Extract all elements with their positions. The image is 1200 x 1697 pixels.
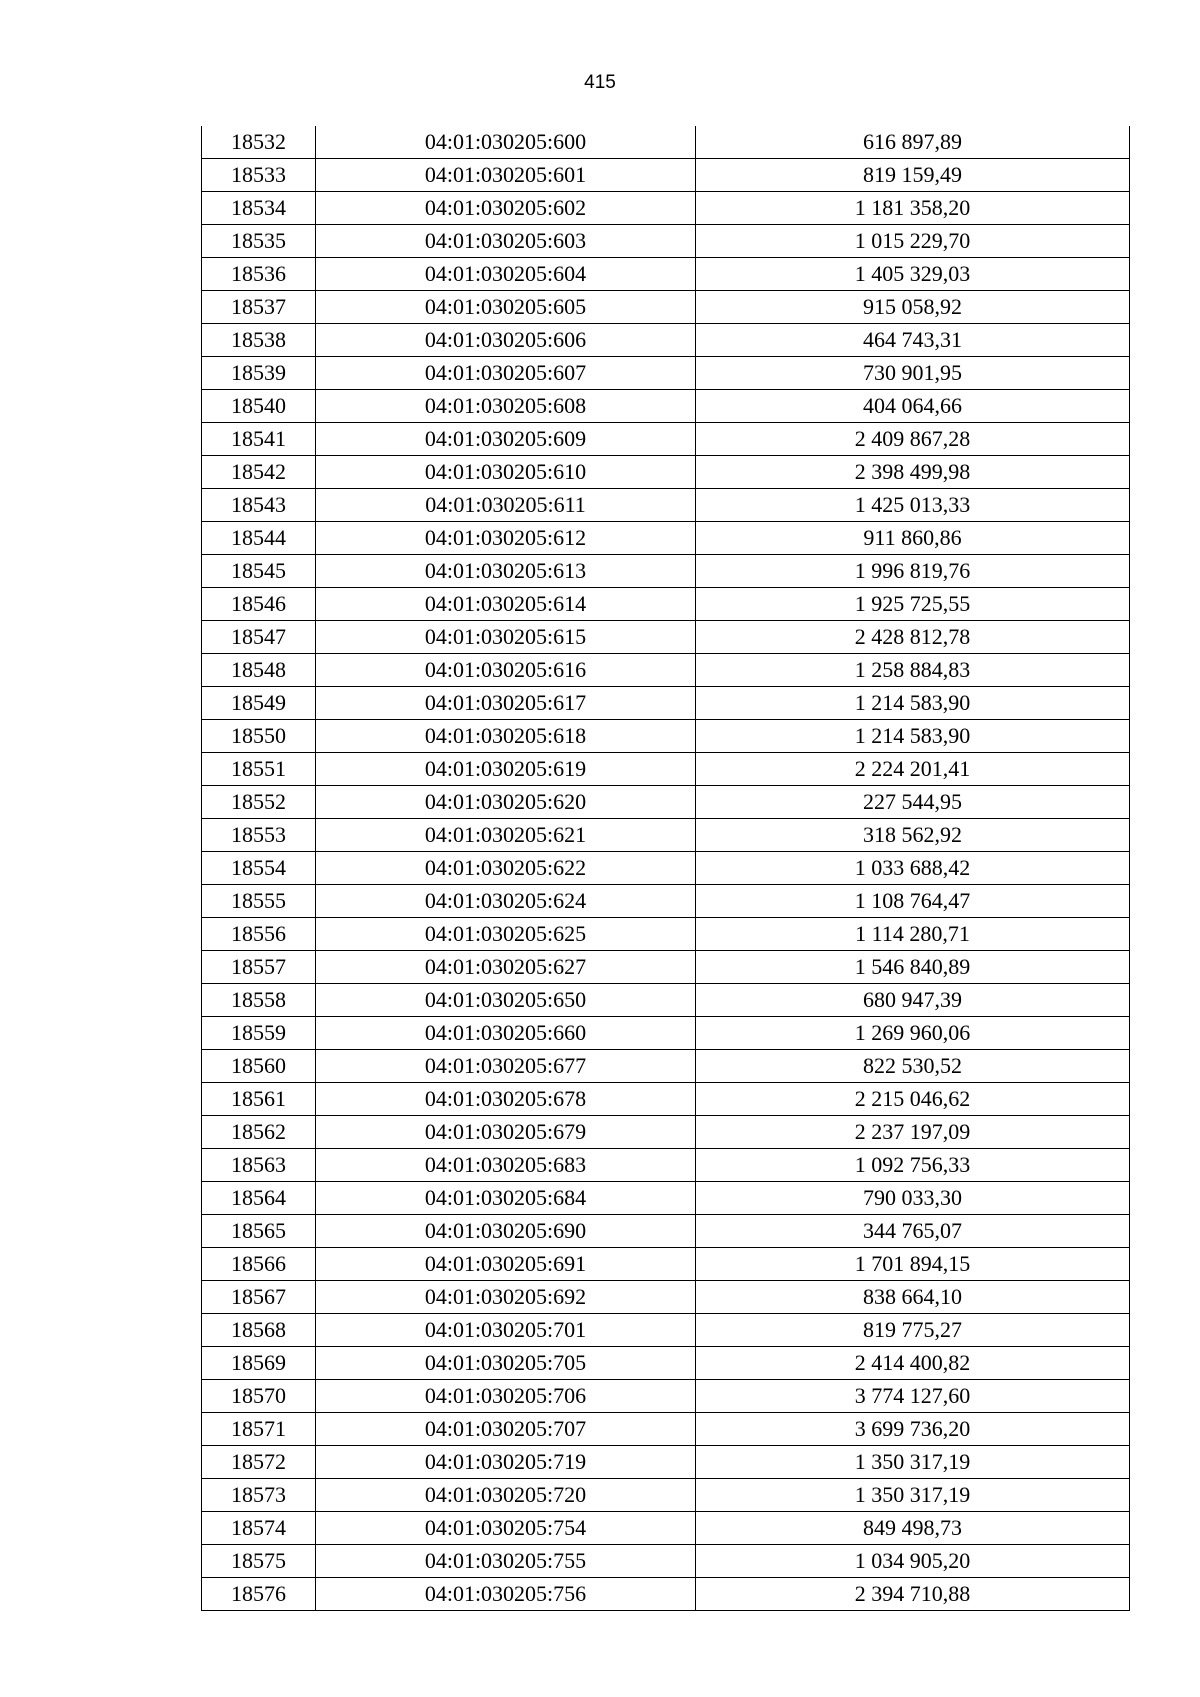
table-row — [202, 720, 1130, 753]
cadastral-number-cell: 04:01:030205:679 — [316, 1116, 696, 1149]
cadastral-number-cell: 04:01:030205:625 — [316, 918, 696, 951]
cadastral-number-cell: 04:01:030205:678 — [316, 1083, 696, 1116]
table-row — [202, 291, 1130, 324]
table-row — [202, 984, 1130, 1017]
cadastral-number-cell: 04:01:030205:613 — [316, 555, 696, 588]
table-row — [202, 192, 1130, 225]
row-number-cell: 18557 — [202, 951, 316, 984]
row-number-cell: 18542 — [202, 456, 316, 489]
cadastral-number-cell: 04:01:030205:706 — [316, 1380, 696, 1413]
cadastral-value-cell: 1 114 280,71 — [696, 918, 1130, 951]
cadastral-value-cell: 1 350 317,19 — [696, 1446, 1130, 1479]
cadastral-value-cell: 318 562,92 — [696, 819, 1130, 852]
cadastral-number-cell: 04:01:030205:684 — [316, 1182, 696, 1215]
cadastral-number-cell: 04:01:030205:650 — [316, 984, 696, 1017]
row-number-cell: 18537 — [202, 291, 316, 324]
row-number-cell: 18568 — [202, 1314, 316, 1347]
cadastral-number-cell: 04:01:030205:609 — [316, 423, 696, 456]
cadastral-number-cell: 04:01:030205:619 — [316, 753, 696, 786]
cadastral-value-cell: 3 774 127,60 — [696, 1380, 1130, 1413]
cadastral-number-cell: 04:01:030205:612 — [316, 522, 696, 555]
row-number-cell: 18543 — [202, 489, 316, 522]
cadastral-number-cell: 04:01:030205:701 — [316, 1314, 696, 1347]
row-number-cell: 18539 — [202, 357, 316, 390]
cadastral-value-cell: 790 033,30 — [696, 1182, 1130, 1215]
row-number-cell: 18547 — [202, 621, 316, 654]
table-row — [202, 1413, 1130, 1446]
row-number-cell: 18556 — [202, 918, 316, 951]
table-row — [202, 456, 1130, 489]
cadastral-value-cell: 1 405 329,03 — [696, 258, 1130, 291]
row-number-cell: 18551 — [202, 753, 316, 786]
cadastral-value-cell: 1 214 583,90 — [696, 687, 1130, 720]
cadastral-value-cell: 2 215 046,62 — [696, 1083, 1130, 1116]
table-row — [202, 324, 1130, 357]
table-row — [202, 1380, 1130, 1413]
cadastral-value-cell: 1 258 884,83 — [696, 654, 1130, 687]
cadastral-value-cell: 1 546 840,89 — [696, 951, 1130, 984]
cadastral-number-cell: 04:01:030205:755 — [316, 1545, 696, 1578]
cadastral-value-cell: 1 925 725,55 — [696, 588, 1130, 621]
cadastral-number-cell: 04:01:030205:690 — [316, 1215, 696, 1248]
cadastral-value-cell: 2 428 812,78 — [696, 621, 1130, 654]
row-number-cell: 18553 — [202, 819, 316, 852]
table-row — [202, 258, 1130, 291]
table-row — [202, 1182, 1130, 1215]
table-row — [202, 1116, 1130, 1149]
cadastral-value-cell: 1 214 583,90 — [696, 720, 1130, 753]
table-row — [202, 1578, 1130, 1611]
cadastral-number-cell: 04:01:030205:691 — [316, 1248, 696, 1281]
row-number-cell: 18572 — [202, 1446, 316, 1479]
table-row — [202, 357, 1130, 390]
cadastral-number-cell: 04:01:030205:618 — [316, 720, 696, 753]
table-row — [202, 489, 1130, 522]
table-row — [202, 1314, 1130, 1347]
table-row — [202, 654, 1130, 687]
cadastral-value-cell: 227 544,95 — [696, 786, 1130, 819]
cadastral-value-cell: 849 498,73 — [696, 1512, 1130, 1545]
cadastral-value-cell: 819 159,49 — [696, 159, 1130, 192]
cadastral-value-cell: 1 033 688,42 — [696, 852, 1130, 885]
cadastral-number-cell: 04:01:030205:615 — [316, 621, 696, 654]
row-number-cell: 18535 — [202, 225, 316, 258]
cadastral-value-cell: 838 664,10 — [696, 1281, 1130, 1314]
cadastral-value-cell: 2 224 201,41 — [696, 753, 1130, 786]
cadastral-number-cell: 04:01:030205:707 — [316, 1413, 696, 1446]
cadastral-number-cell: 04:01:030205:616 — [316, 654, 696, 687]
cadastral-value-cell: 1 701 894,15 — [696, 1248, 1130, 1281]
cadastral-value-cell: 2 237 197,09 — [696, 1116, 1130, 1149]
table-row — [202, 753, 1130, 786]
row-number-cell: 18563 — [202, 1149, 316, 1182]
cadastral-number-cell: 04:01:030205:605 — [316, 291, 696, 324]
row-number-cell: 18536 — [202, 258, 316, 291]
row-number-cell: 18552 — [202, 786, 316, 819]
table-row — [202, 1281, 1130, 1314]
cadastral-value-cell: 1 015 229,70 — [696, 225, 1130, 258]
page-number: 415 — [584, 72, 616, 93]
cadastral-number-cell: 04:01:030205:719 — [316, 1446, 696, 1479]
table-row — [202, 1215, 1130, 1248]
cadastral-value-cell: 911 860,86 — [696, 522, 1130, 555]
table-row — [202, 588, 1130, 621]
row-number-cell: 18549 — [202, 687, 316, 720]
cadastral-number-cell: 04:01:030205:621 — [316, 819, 696, 852]
row-number-cell: 18540 — [202, 390, 316, 423]
table-row — [202, 852, 1130, 885]
cadastral-value-cell: 2 398 499,98 — [696, 456, 1130, 489]
table-row — [202, 1083, 1130, 1116]
cadastral-value-cell: 1 034 905,20 — [696, 1545, 1130, 1578]
cadastral-value-cell: 730 901,95 — [696, 357, 1130, 390]
cadastral-number-cell: 04:01:030205:614 — [316, 588, 696, 621]
cadastral-value-cell: 1 269 960,06 — [696, 1017, 1130, 1050]
row-number-cell: 18555 — [202, 885, 316, 918]
table-row — [202, 819, 1130, 852]
cadastral-value-cell: 344 765,07 — [696, 1215, 1130, 1248]
row-number-cell: 18538 — [202, 324, 316, 357]
table-row — [202, 423, 1130, 456]
table-row — [202, 786, 1130, 819]
table-body — [202, 126, 1130, 1611]
table-row — [202, 522, 1130, 555]
table-row — [202, 1347, 1130, 1380]
cadastral-value-cell: 3 699 736,20 — [696, 1413, 1130, 1446]
cadastral-value-cell: 915 058,92 — [696, 291, 1130, 324]
table-row — [202, 555, 1130, 588]
row-number-cell: 18575 — [202, 1545, 316, 1578]
row-number-cell: 18550 — [202, 720, 316, 753]
table-row — [202, 621, 1130, 654]
cadastral-number-cell: 04:01:030205:756 — [316, 1578, 696, 1611]
cadastral-number-cell: 04:01:030205:600 — [316, 126, 696, 159]
cadastral-number-cell: 04:01:030205:677 — [316, 1050, 696, 1083]
cadastral-number-cell: 04:01:030205:607 — [316, 357, 696, 390]
row-number-cell: 18562 — [202, 1116, 316, 1149]
table-row — [202, 225, 1130, 258]
row-number-cell: 18559 — [202, 1017, 316, 1050]
cadastral-number-cell: 04:01:030205:692 — [316, 1281, 696, 1314]
table-row — [202, 159, 1130, 192]
cadastral-value-cell: 2 414 400,82 — [696, 1347, 1130, 1380]
cadastral-number-cell: 04:01:030205:608 — [316, 390, 696, 423]
cadastral-value-cell: 819 775,27 — [696, 1314, 1130, 1347]
table-row — [202, 885, 1130, 918]
cadastral-value-cell: 1 181 358,20 — [696, 192, 1130, 225]
row-number-cell: 18532 — [202, 126, 316, 159]
cadastral-value-cell: 404 064,66 — [696, 390, 1130, 423]
cadastral-number-cell: 04:01:030205:602 — [316, 192, 696, 225]
table-row — [202, 918, 1130, 951]
cadastral-number-cell: 04:01:030205:720 — [316, 1479, 696, 1512]
cadastral-value-cell: 680 947,39 — [696, 984, 1130, 1017]
table-row — [202, 1149, 1130, 1182]
cadastral-number-cell: 04:01:030205:610 — [316, 456, 696, 489]
row-number-cell: 18567 — [202, 1281, 316, 1314]
cadastral-number-cell: 04:01:030205:606 — [316, 324, 696, 357]
row-number-cell: 18564 — [202, 1182, 316, 1215]
row-number-cell: 18573 — [202, 1479, 316, 1512]
cadastral-number-cell: 04:01:030205:627 — [316, 951, 696, 984]
row-number-cell: 18566 — [202, 1248, 316, 1281]
row-number-cell: 18561 — [202, 1083, 316, 1116]
cadastral-number-cell: 04:01:030205:603 — [316, 225, 696, 258]
table-row — [202, 390, 1130, 423]
cadastral-value-cell: 1 092 756,33 — [696, 1149, 1130, 1182]
cadastral-number-cell: 04:01:030205:601 — [316, 159, 696, 192]
cadastral-number-cell: 04:01:030205:604 — [316, 258, 696, 291]
row-number-cell: 18541 — [202, 423, 316, 456]
cadastral-number-cell: 04:01:030205:705 — [316, 1347, 696, 1380]
row-number-cell: 18565 — [202, 1215, 316, 1248]
cadastral-value-cell: 2 394 710,88 — [696, 1578, 1130, 1611]
table-row — [202, 126, 1130, 159]
row-number-cell: 18534 — [202, 192, 316, 225]
cadastral-number-cell: 04:01:030205:620 — [316, 786, 696, 819]
table-row — [202, 1050, 1130, 1083]
cadastral-value-cell: 616 897,89 — [696, 126, 1130, 159]
row-number-cell: 18574 — [202, 1512, 316, 1545]
row-number-cell: 18576 — [202, 1578, 316, 1611]
row-number-cell: 18560 — [202, 1050, 316, 1083]
cadastral-number-cell: 04:01:030205:611 — [316, 489, 696, 522]
table-row — [202, 1446, 1130, 1479]
cadastral-value-table — [201, 126, 1130, 1611]
cadastral-value-cell: 1 350 317,19 — [696, 1479, 1130, 1512]
table-row — [202, 1545, 1130, 1578]
table-row — [202, 1479, 1130, 1512]
cadastral-number-cell: 04:01:030205:754 — [316, 1512, 696, 1545]
table-row — [202, 951, 1130, 984]
row-number-cell: 18548 — [202, 654, 316, 687]
table-row — [202, 1017, 1130, 1050]
row-number-cell: 18570 — [202, 1380, 316, 1413]
cadastral-value-cell: 464 743,31 — [696, 324, 1130, 357]
cadastral-value-cell: 2 409 867,28 — [696, 423, 1130, 456]
row-number-cell: 18533 — [202, 159, 316, 192]
cadastral-value-cell: 822 530,52 — [696, 1050, 1130, 1083]
row-number-cell: 18544 — [202, 522, 316, 555]
table-row — [202, 1512, 1130, 1545]
table-row — [202, 1248, 1130, 1281]
cadastral-number-cell: 04:01:030205:617 — [316, 687, 696, 720]
row-number-cell: 18546 — [202, 588, 316, 621]
cadastral-number-cell: 04:01:030205:660 — [316, 1017, 696, 1050]
table-row — [202, 687, 1130, 720]
cadastral-number-cell: 04:01:030205:622 — [316, 852, 696, 885]
cadastral-value-cell: 1 425 013,33 — [696, 489, 1130, 522]
row-number-cell: 18545 — [202, 555, 316, 588]
row-number-cell: 18569 — [202, 1347, 316, 1380]
row-number-cell: 18571 — [202, 1413, 316, 1446]
cadastral-number-cell: 04:01:030205:624 — [316, 885, 696, 918]
row-number-cell: 18558 — [202, 984, 316, 1017]
cadastral-number-cell: 04:01:030205:683 — [316, 1149, 696, 1182]
cadastral-value-cell: 1 108 764,47 — [696, 885, 1130, 918]
cadastral-value-cell: 1 996 819,76 — [696, 555, 1130, 588]
row-number-cell: 18554 — [202, 852, 316, 885]
